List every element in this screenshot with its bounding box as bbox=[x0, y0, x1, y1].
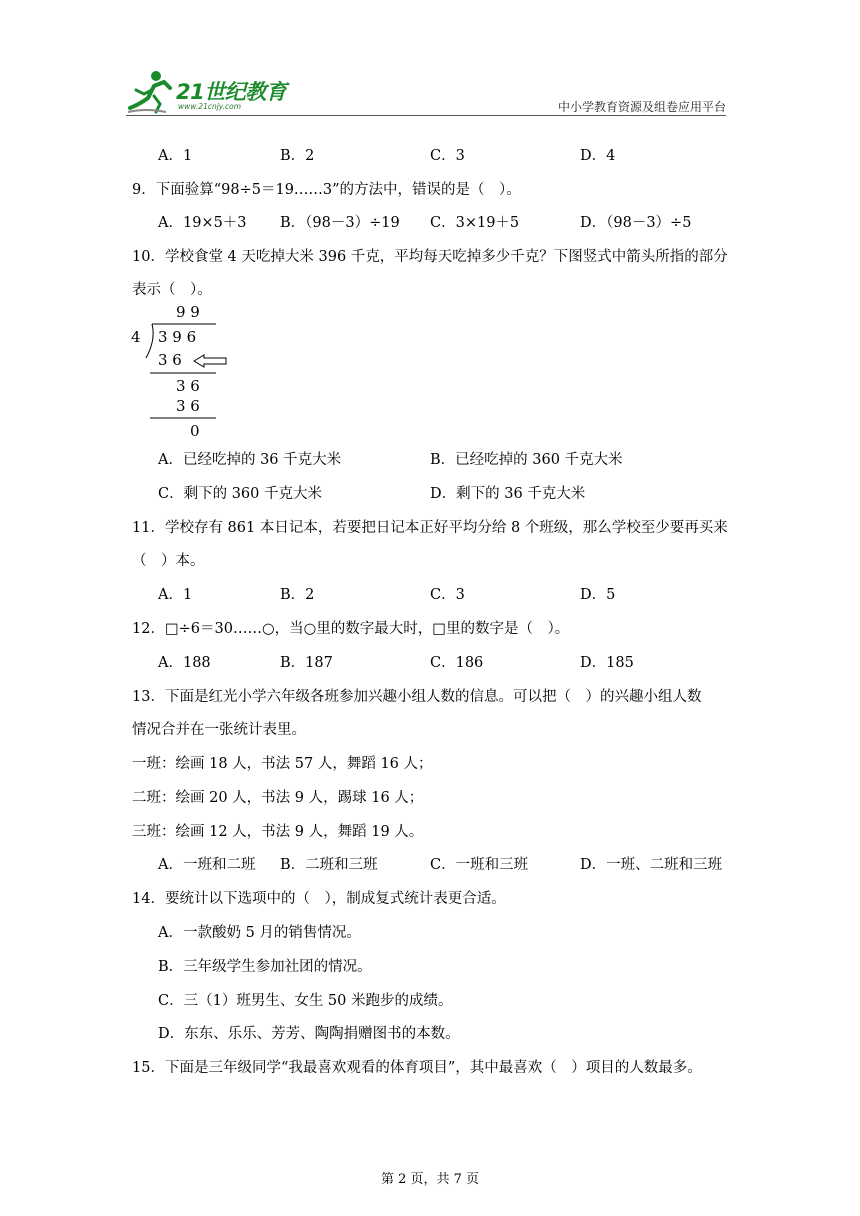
q9-option-d[interactable]: D．（98－3）÷5 bbox=[580, 215, 692, 231]
q12-option-a[interactable]: A．188 bbox=[158, 655, 211, 671]
q11-option-c[interactable]: C．3 bbox=[430, 587, 465, 603]
runner-icon bbox=[126, 68, 178, 116]
division-bracket bbox=[126, 300, 246, 440]
q11-option-a[interactable]: A．1 bbox=[158, 587, 193, 603]
division-dividend: 3 9 6 bbox=[158, 328, 197, 346]
q14-option-c[interactable]: C．三（1）班男生、女生 50 米跑步的成绩。 bbox=[158, 993, 453, 1009]
q13-class3: 三班：绘画 12 人，书法 9 人，舞蹈 19 人。 bbox=[132, 824, 424, 840]
logo-url: www.21cnjy.com bbox=[178, 102, 242, 111]
q12-option-c[interactable]: C．186 bbox=[430, 655, 484, 671]
q10-option-b[interactable]: B．已经吃掉的 360 千克大米 bbox=[430, 452, 623, 468]
q15-stem: 15．下面是三年级同学“我最喜欢观看的体育项目”，其中最喜欢（ ）项目的人数最多。 bbox=[132, 1060, 702, 1076]
division-remainder: 0 bbox=[190, 422, 200, 440]
q11-option-b[interactable]: B．2 bbox=[280, 587, 315, 603]
page-header bbox=[126, 66, 726, 116]
q10-option-a[interactable]: A．已经吃掉的 36 千克大米 bbox=[158, 452, 342, 468]
q13-class2: 二班：绘画 20 人，书法 9 人，踢球 16 人； bbox=[132, 790, 424, 806]
q13-option-b[interactable]: B．二班和三班 bbox=[280, 857, 378, 873]
q14-stem: 14．要统计以下选项中的（ ），制成复式统计表更合适。 bbox=[132, 891, 506, 907]
q10-option-c[interactable]: C．剩下的 360 千克大米 bbox=[158, 486, 322, 502]
q9-option-b[interactable]: B．（98－3）÷19 bbox=[280, 215, 400, 231]
division-step2: 3 6 bbox=[176, 377, 200, 395]
q9-stem: 9．下面验算“98÷5＝19……3”的方法中，错误的是（ ）。 bbox=[132, 182, 521, 198]
q9-option-c[interactable]: C．3×19＋5 bbox=[430, 215, 520, 231]
q12-option-d[interactable]: D．185 bbox=[580, 655, 634, 671]
header-divider bbox=[126, 115, 726, 116]
page-footer: 第 2 页，共 7 页 bbox=[380, 1172, 480, 1187]
q13-option-c[interactable]: C．一班和三班 bbox=[430, 857, 529, 873]
q9-option-a[interactable]: A．19×5＋3 bbox=[158, 215, 247, 231]
q10-stem-line1: 10．学校食堂 4 天吃掉大米 396 千克，平均每天吃掉多少千克？下图竖式中箭头所指的部分 bbox=[132, 249, 728, 265]
q13-stem-line1: 13．下面是红光小学六年级各班参加兴趣小组人数的信息。可以把（ ）的兴趣小组人数 bbox=[132, 689, 702, 705]
q11-stem-line1: 11．学校存有 861 本日记本，若要把日记本正好平均分给 8 个班级，那么学校至少要再买来 bbox=[132, 520, 728, 536]
q13-stem-line2: 情况合并在一张统计表里。 bbox=[132, 722, 306, 738]
q12-stem: 12．□÷6＝30……○，当○里的数字最大时，□里的数字是（ ）。 bbox=[132, 621, 570, 637]
q11-stem-line2: （ ）本。 bbox=[132, 553, 205, 569]
division-divisor: 4 bbox=[131, 328, 141, 346]
q14-option-d[interactable]: D．东东、乐乐、芳芳、陶陶捐赠图书的本数。 bbox=[158, 1026, 460, 1042]
left-arrow-icon bbox=[192, 353, 228, 369]
q8-option-a[interactable]: A．1 bbox=[158, 148, 193, 164]
q12-option-b[interactable]: B．187 bbox=[280, 655, 333, 671]
logo bbox=[126, 66, 301, 116]
q10-option-d[interactable]: D．剩下的 36 千克大米 bbox=[430, 486, 586, 502]
long-division bbox=[126, 300, 246, 445]
q14-option-a[interactable]: A．一款酸奶 5 月的销售情况。 bbox=[158, 925, 361, 941]
q10-stem-line2: 表示（ ）。 bbox=[132, 282, 212, 298]
q14-option-b[interactable]: B．三年级学生参加社团的情况。 bbox=[158, 959, 372, 975]
q13-option-d[interactable]: D．一班、二班和三班 bbox=[580, 857, 723, 873]
q8-option-c[interactable]: C．3 bbox=[430, 148, 465, 164]
q8-option-b[interactable]: B．2 bbox=[280, 148, 315, 164]
platform-name: 中小学教育资源及组卷应用平台 bbox=[557, 100, 726, 114]
q13-class1: 一班：绘画 18 人，书法 57 人，舞蹈 16 人； bbox=[132, 756, 433, 772]
logo-text: 21世纪教育 bbox=[176, 80, 287, 104]
q8-option-d[interactable]: D．4 bbox=[580, 148, 616, 164]
division-step1: 3 6 bbox=[158, 351, 182, 369]
q13-option-a[interactable]: A．一班和二班 bbox=[158, 857, 256, 873]
division-quotient: 9 9 bbox=[176, 303, 200, 321]
q11-option-d[interactable]: D．5 bbox=[580, 587, 616, 603]
division-step3: 3 6 bbox=[176, 397, 200, 415]
